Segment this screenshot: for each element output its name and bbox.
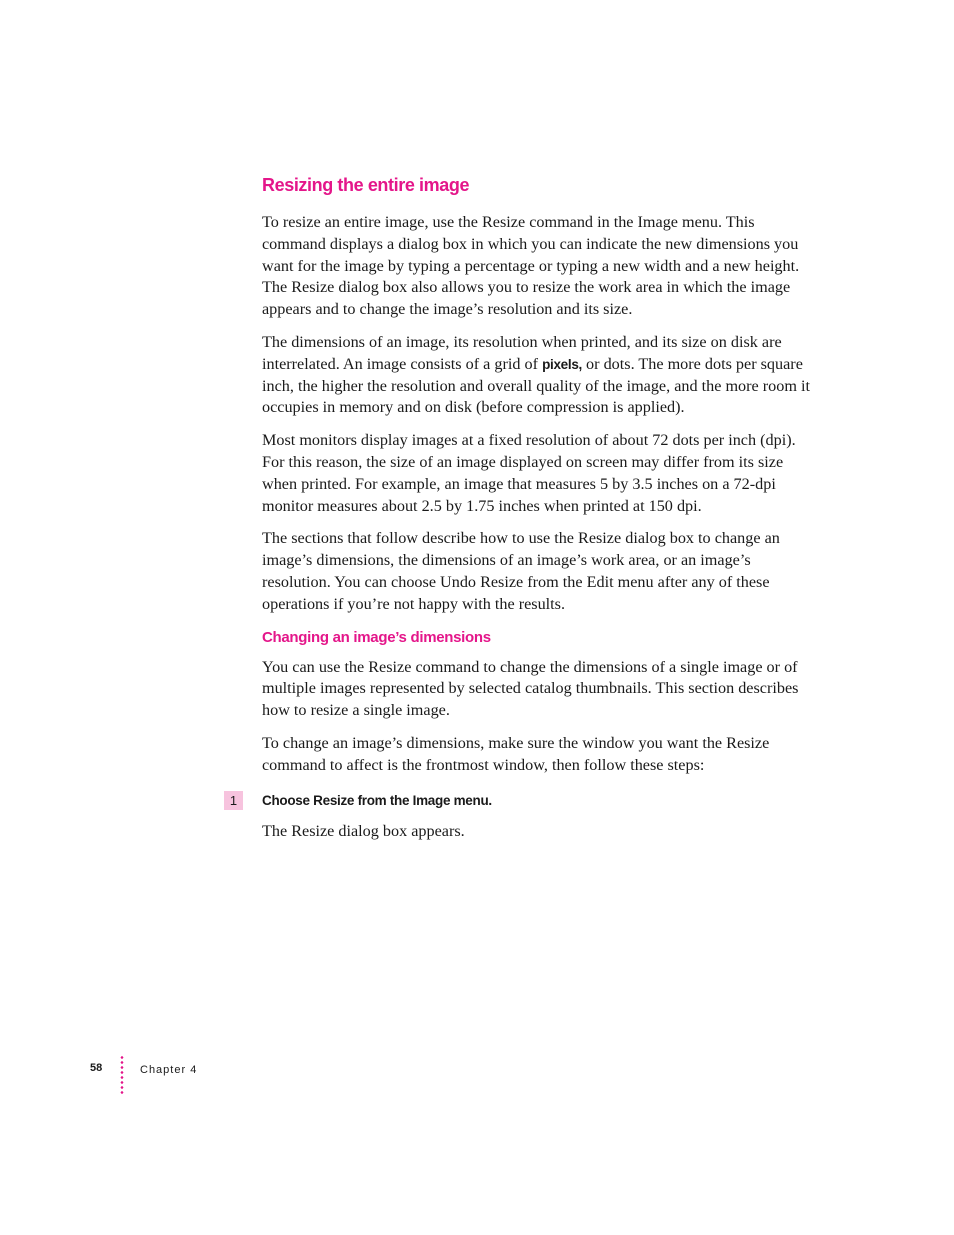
section-heading: Resizing the entire image: [262, 175, 470, 195]
paragraph-dimensions-interrelated: [262, 332, 812, 419]
paragraph-sections-follow: The sections that follow describe how to use the Resize dialog box to change an image’s dimensions, the dimensions of an image’s work area, or an image’s resolution. You can choose Undo Resize from the Edit menu after any of these operations if you’re not happy with the results.: [262, 529, 780, 613]
paragraph-frontmost-window: To change an image’s dimensions, make sure the window you want the Resize command to affect is the frontmost window, then follow these steps:: [262, 733, 770, 774]
term-pixels: pixels,: [542, 356, 582, 372]
footer-dotted-divider: [120, 1055, 124, 1095]
paragraph-text-after: or dots. The more dots per square inch, the higher the resolution and overall quality of the image, and the more room it occupies in memory and on disk (before compression is applied).: [262, 354, 810, 417]
paragraph-text-before: The dimensions of an image, its resolution when printed, and its size on disk are interrelated. An image consists of a grid of: [262, 332, 782, 373]
paragraph-monitor-resolution: Most monitors display images at a fixed resolution of about 72 dots per inch (dpi). For this reason, the size of an image displayed on screen may differ from its size when printed. For example, an image that measures 5 by 3.5 inches on a 72-dpi monitor measures about 2.5 by 1.75 inches when printed at 150 dpi.: [262, 431, 796, 515]
step-result: The Resize dialog box appears.: [262, 821, 465, 840]
page-number: 58: [90, 1062, 103, 1074]
subsection-heading: Changing an image’s dimensions: [262, 628, 491, 646]
step-number-badge: 1: [224, 791, 243, 810]
step-instruction: Choose Resize from the Image menu.: [262, 792, 492, 808]
chapter-label: Chapter 4: [140, 1064, 198, 1076]
paragraph-resize-command: You can use the Resize command to change the dimensions of a single image or of multiple images represented by selected catalog thumbnails. This section describes how to resize a single image.: [262, 657, 799, 720]
paragraph-resize-intro: To resize an entire image, use the Resize command in the Image menu. This command displays a dialog box in which you can indicate the new dimensions you want for the image by typing a percentage or typing a new width and a new height. The Resize dialog box also allows you to resize the work area in which the image appears and to change the image’s resolution and its size.: [262, 213, 800, 319]
page-content: [229, 172, 812, 853]
step-1: [229, 791, 812, 813]
